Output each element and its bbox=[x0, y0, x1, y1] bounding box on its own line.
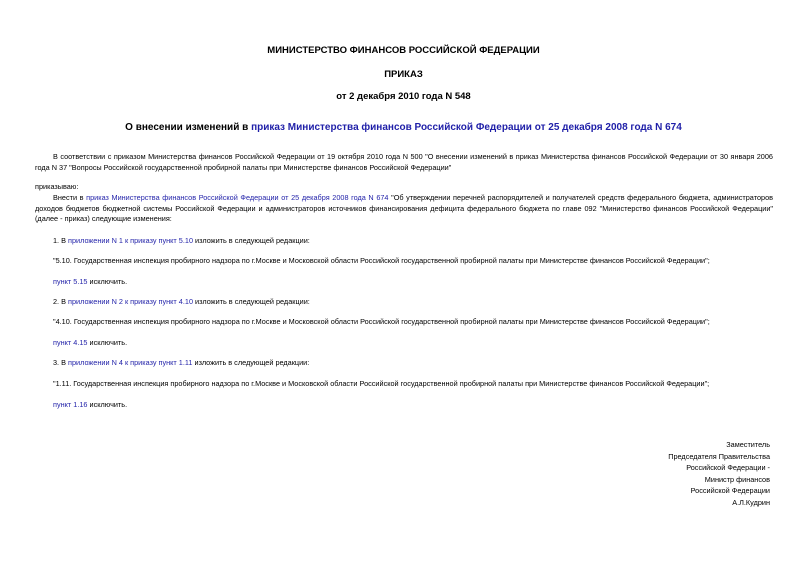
make-changes-suffix: "Об утверждении перечней распорядителей и получателей средств федерального бюджета, администраторов доходов бюджетов бюджетной системы Российской Федерации и администраторов источников финансирования дефицита федерального бюджета по главе 092 "Министерство финансов Российской Федерации" (далее - приказ) следующие изменения: bbox=[35, 193, 774, 224]
exclude-link-3[interactable]: пункт 1.16 bbox=[53, 400, 88, 409]
change-item-2-quote: "4.10. Государственная инспекция пробирного надзора по г.Москве и Московской области Российской государственной пробирной палаты при Министерстве финансов Российской Федерации"; bbox=[53, 317, 710, 326]
signature-line: Российской Федерации - bbox=[686, 463, 770, 473]
item-number: 2. В bbox=[53, 297, 69, 306]
date-number-heading: от 2 декабря 2010 года N 548 bbox=[336, 91, 471, 102]
item-rest: изложить в следующей редакции: bbox=[193, 297, 310, 306]
change-item-3 bbox=[53, 358, 309, 369]
exclude-rest: исключить. bbox=[87, 400, 128, 409]
signature-line: Заместитель bbox=[726, 440, 770, 449]
change-item-3-quote: "1.11. Государственная инспекция пробирного надзора по г.Москве и Московской области Российской государственной пробирной палаты при Министерстве финансов Российской Федерации"; bbox=[53, 379, 710, 388]
change-item-1 bbox=[53, 236, 310, 247]
make-changes-paragraph bbox=[35, 193, 773, 225]
title-link[interactable]: приказ Министерства финансов Российской Федерации от 25 декабря 2008 года N 674 bbox=[251, 122, 682, 133]
exclude-link-2[interactable]: пункт 4.15 bbox=[53, 338, 88, 347]
signature-line: Председателя Правительства bbox=[668, 451, 770, 461]
item-number: 3. В bbox=[53, 358, 69, 367]
change-item-1-quote: "5.10. Государственная инспекция пробирного надзора по г.Москве и Московской области Российской государственной пробирной палаты при Министерстве финансов Российской Федерации"; bbox=[53, 256, 710, 265]
ministry-heading: МИНИСТЕРСТВО ФИНАНСОВ РОССИЙСКОЙ ФЕДЕРАЦИИ bbox=[267, 45, 540, 56]
change-item-3-exclude bbox=[53, 400, 127, 411]
signature-line: Российской Федерации bbox=[690, 486, 770, 496]
signature-block bbox=[668, 439, 770, 509]
signature-line: Министр финансов bbox=[704, 474, 770, 484]
change-item-1-exclude bbox=[53, 277, 127, 288]
exclude-rest: исключить. bbox=[87, 277, 128, 286]
exclude-rest: исключить. bbox=[87, 338, 128, 347]
exclude-link-1[interactable]: пункт 5.15 bbox=[53, 277, 88, 286]
item-number: 1. В bbox=[53, 236, 69, 245]
change-item-2-exclude bbox=[53, 338, 127, 349]
make-changes-prefix: Внести в bbox=[53, 193, 87, 202]
appendix-link-1[interactable]: приложении N 1 к приказу пункт 5.10 bbox=[68, 236, 193, 245]
intro-paragraph: В соответствии с приказом Министерства финансов Российской Федерации от 19 октября 2010 года N 500 "О внесении изменений в приказ Министерства финансов Российской Федерации от 30 января 2006 года N 37 "Вопросы Российской государственной пробирной палаты при Министерстве финансов Российской Федерации" bbox=[35, 152, 773, 172]
appendix-link-2[interactable]: приложении N 2 к приказу пункт 4.10 bbox=[68, 297, 193, 306]
item-rest: изложить в следующей редакции: bbox=[193, 236, 310, 245]
title-prefix: О внесении изменений в bbox=[125, 122, 252, 133]
change-item-2 bbox=[53, 297, 310, 308]
document-type-heading: ПРИКАЗ bbox=[384, 69, 423, 80]
item-rest: изложить в следующей редакции: bbox=[192, 358, 310, 367]
make-changes-link[interactable]: приказ Министерства финансов Российской Федерации от 25 декабря 2008 года N 674 bbox=[86, 193, 389, 202]
appendix-link-3[interactable]: приложении N 4 к приказу пункт 1.11 bbox=[68, 358, 193, 367]
document-title bbox=[0, 122, 807, 133]
signatory-name: А.Л.Кудрин bbox=[732, 497, 770, 507]
order-word: приказываю: bbox=[35, 182, 79, 191]
